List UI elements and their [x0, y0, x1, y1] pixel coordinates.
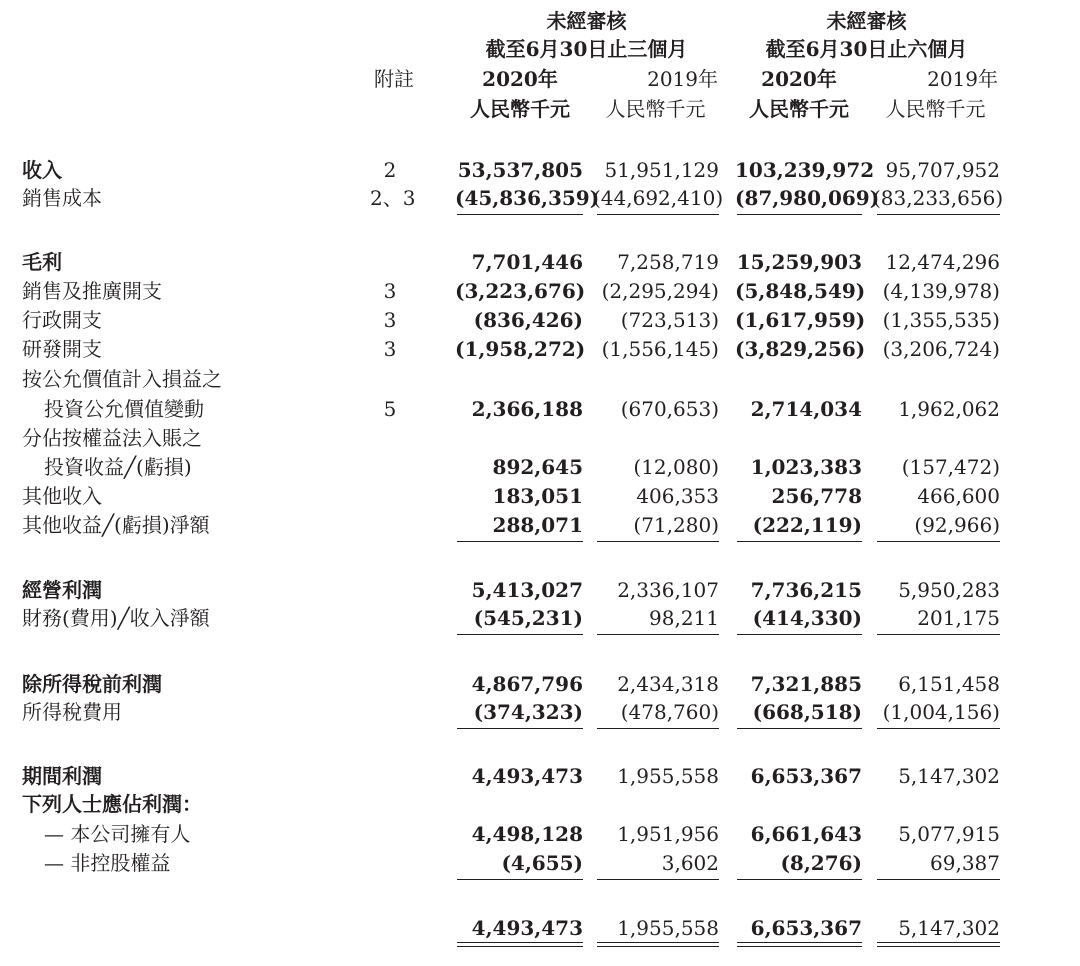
value-2019-h: 69,387 — [930, 851, 1000, 875]
value-2020-q: (3,223,676) — [455, 279, 586, 303]
value-2020-h: 6,661,643 — [750, 822, 862, 846]
value-2019-h: 5,950,283 — [898, 578, 1000, 602]
value-2019-h: (4,139,978) — [882, 279, 1000, 303]
value-2019-q: 7,258,719 — [617, 250, 719, 274]
table-row-fvtpl-heading — [0, 365, 1080, 393]
row-label: 收入 — [22, 158, 62, 182]
row-label: 期間利潤 — [22, 764, 102, 788]
value-2020-q: 4,493,473 — [471, 916, 583, 940]
header-year-2019-q: 2019年 — [647, 67, 718, 91]
value-2020-h: 103,239,972 — [735, 158, 875, 182]
value-2020-q: 288,071 — [492, 513, 583, 537]
value-2020-h: 1,023,383 — [750, 455, 862, 479]
header-note-label: 附註 — [374, 67, 414, 91]
rule-finance-3 — [737, 634, 862, 635]
value-2020-q: 53,537,805 — [457, 158, 583, 182]
row-label: 行政開支 — [22, 308, 102, 332]
header-year-2020-q: 2020年 — [482, 67, 558, 91]
table-row-selling-expenses — [0, 277, 1080, 305]
table-row-gross-profit — [0, 248, 1080, 276]
row-label: 經營利潤 — [22, 578, 102, 602]
header-unaudited-three-months: 未經審核 — [546, 9, 627, 33]
rule-nci-3 — [737, 879, 862, 880]
rule-finance-2 — [597, 634, 719, 635]
value-2019-q: 1,955,558 — [617, 916, 719, 940]
rule-other-1 — [457, 541, 583, 542]
value-2019-q: 98,211 — [649, 606, 719, 630]
table-row-total — [0, 914, 1080, 942]
row-label: 所得稅費用 — [22, 700, 122, 724]
value-2019-h: 466,600 — [917, 484, 1000, 508]
value-2019-q: (478,760) — [620, 700, 719, 724]
value-2020-h: (1,617,959) — [735, 308, 866, 332]
table-row-attributable-heading — [0, 790, 1080, 818]
table-row-profit-for-period — [0, 762, 1080, 790]
header-currency-4: 人民幣千元 — [885, 97, 986, 121]
value-2020-h: (8,276) — [780, 851, 862, 875]
value-2019-h: 5,077,915 — [898, 822, 1000, 846]
row-note: 2、3 — [370, 186, 416, 210]
value-2019-q: (71,280) — [633, 513, 719, 537]
row-note: 3 — [383, 279, 397, 303]
value-2020-q: 7,701,446 — [471, 250, 583, 274]
value-2020-q: (4,655) — [501, 851, 583, 875]
value-2020-h: (5,848,549) — [735, 279, 866, 303]
rule-nci-2 — [597, 879, 719, 880]
value-2020-h: (222,119) — [752, 513, 862, 537]
value-2020-q: (545,231) — [473, 606, 583, 630]
row-label: 下列人士應佔利潤： — [22, 792, 202, 816]
table-row-admin-expenses — [0, 306, 1080, 334]
row-label: 銷售成本 — [22, 186, 102, 210]
double-rule-2 — [597, 942, 719, 947]
row-label: 其他收入 — [22, 484, 102, 508]
value-2019-h: 1,962,062 — [898, 397, 1000, 421]
value-2019-h: 5,147,302 — [898, 764, 1000, 788]
table-row-profit-before-tax — [0, 670, 1080, 698]
rule-tax-1 — [457, 728, 583, 729]
value-2020-h: (668,518) — [752, 700, 862, 724]
value-2020-h: 7,321,885 — [750, 672, 862, 696]
row-note: 3 — [383, 308, 397, 332]
value-2020-h: (87,980,069) — [735, 186, 880, 210]
row-label: 除所得稅前利潤 — [22, 672, 162, 696]
value-2019-h: (157,472) — [901, 455, 1000, 479]
row-label: 投資公允價值變動 — [44, 397, 204, 421]
value-2019-q: (723,513) — [620, 308, 719, 332]
rule-nci-4 — [877, 879, 1000, 880]
rule-other-2 — [597, 541, 719, 542]
rule-finance-1 — [457, 634, 583, 635]
rule-other-3 — [737, 541, 862, 542]
value-2020-q: (45,836,359) — [455, 186, 600, 210]
table-row-other-income — [0, 482, 1080, 510]
row-label: 毛利 — [22, 250, 62, 274]
rule-cos-2 — [597, 214, 719, 215]
value-2019-q: (2,295,294) — [601, 279, 719, 303]
table-row-owners — [0, 820, 1080, 848]
value-2020-q: 5,413,027 — [471, 578, 583, 602]
value-2019-q: 1,951,956 — [617, 822, 719, 846]
value-2020-q: 892,645 — [492, 455, 583, 479]
row-label: 其他收益╱(虧損)淨額 — [22, 513, 210, 537]
value-2019-q: 406,353 — [636, 484, 719, 508]
rule-nci-1 — [457, 879, 583, 880]
row-label: 研發開支 — [22, 337, 102, 361]
value-2020-h: 15,259,903 — [736, 250, 862, 274]
rule-cos-4 — [877, 214, 1000, 215]
header-currency-1: 人民幣千元 — [470, 97, 570, 121]
value-2019-h: 12,474,296 — [885, 250, 1000, 274]
table-row-non-controlling — [0, 849, 1080, 877]
header-period-three-months: 截至6月30日止三個月 — [485, 37, 688, 61]
value-2019-q: (670,653) — [620, 397, 719, 421]
table-row-rnd-expenses — [0, 335, 1080, 363]
value-2019-q: 51,951,129 — [604, 158, 719, 182]
value-2020-h: 6,653,367 — [750, 764, 862, 788]
rule-tax-4 — [877, 728, 1000, 729]
value-2019-h: (83,233,656) — [873, 186, 1004, 210]
value-2019-h: (92,966) — [914, 513, 1000, 537]
value-2020-h: 2,714,034 — [750, 397, 862, 421]
value-2020-q: 2,366,188 — [471, 397, 583, 421]
value-2020-h: (3,829,256) — [735, 337, 866, 361]
value-2019-q: (1,556,145) — [601, 337, 719, 361]
rule-finance-4 — [877, 634, 1000, 635]
double-rule-3 — [737, 942, 862, 947]
value-2019-q: (44,692,410) — [593, 186, 724, 210]
value-2019-h: (1,004,156) — [882, 700, 1000, 724]
table-row-equity-method-heading — [0, 424, 1080, 452]
rule-cos-3 — [737, 214, 862, 215]
value-2020-q: 4,493,473 — [471, 764, 583, 788]
table-row-cost-of-sales — [0, 184, 1080, 212]
value-2019-q: 2,434,318 — [617, 672, 719, 696]
rule-tax-3 — [737, 728, 862, 729]
double-rule-1 — [457, 942, 583, 947]
value-2020-q: (374,323) — [473, 700, 583, 724]
header-year-2019-h: 2019年 — [927, 67, 998, 91]
row-label: 銷售及推廣開支 — [22, 279, 162, 303]
rule-other-4 — [877, 541, 1000, 542]
value-2019-q: 2,336,107 — [617, 578, 719, 602]
row-note: 5 — [383, 397, 397, 421]
header-year-2020-h: 2020年 — [761, 67, 837, 91]
table-row-revenue — [0, 156, 1080, 184]
value-2020-q: (1,958,272) — [455, 337, 586, 361]
table-row-other-gains — [0, 511, 1080, 539]
value-2019-q: 3,602 — [661, 851, 719, 875]
row-note: 3 — [383, 337, 397, 361]
header-unaudited-six-months: 未經審核 — [826, 9, 907, 33]
rule-tax-2 — [597, 728, 719, 729]
header-currency-3: 人民幣千元 — [749, 97, 849, 121]
row-note: 2 — [383, 158, 397, 182]
value-2020-q: 4,498,128 — [471, 822, 583, 846]
row-label: 投資收益╱(虧損) — [44, 455, 192, 479]
row-label: — 非控股權益 — [44, 851, 171, 875]
header-currency-2: 人民幣千元 — [605, 97, 706, 121]
row-label: 按公允價值計入損益之 — [22, 367, 222, 391]
value-2019-h: 5,147,302 — [898, 916, 1000, 940]
rule-cos-1 — [457, 214, 583, 215]
table-row-equity-method-income — [0, 453, 1080, 481]
value-2020-h: (414,330) — [752, 606, 862, 630]
value-2019-h: 6,151,458 — [898, 672, 1000, 696]
row-label: 財務(費用)╱收入淨額 — [22, 606, 210, 630]
value-2019-h: 201,175 — [917, 606, 1000, 630]
value-2020-h: 256,778 — [771, 484, 862, 508]
value-2019-h: 95,707,952 — [885, 158, 1000, 182]
value-2020-q: (836,426) — [473, 308, 583, 332]
double-rule-4 — [877, 942, 1000, 947]
table-row-operating-profit — [0, 576, 1080, 604]
value-2019-q: (12,080) — [633, 455, 719, 479]
value-2019-h: (3,206,724) — [882, 337, 1000, 361]
value-2020-q: 183,051 — [492, 484, 583, 508]
header-period-six-months: 截至6月30日止六個月 — [765, 37, 968, 61]
table-row-income-tax — [0, 698, 1080, 726]
row-label: — 本公司擁有人 — [44, 822, 191, 846]
value-2019-q: 1,955,558 — [617, 764, 719, 788]
table-row-fvtpl-change — [0, 395, 1080, 423]
value-2020-q: 4,867,796 — [471, 672, 583, 696]
value-2019-h: (1,355,535) — [882, 308, 1000, 332]
row-label: 分佔按權益法入賬之 — [22, 426, 202, 450]
table-row-finance-net — [0, 604, 1080, 632]
value-2020-h: 7,736,215 — [750, 578, 862, 602]
value-2020-h: 6,653,367 — [750, 916, 862, 940]
